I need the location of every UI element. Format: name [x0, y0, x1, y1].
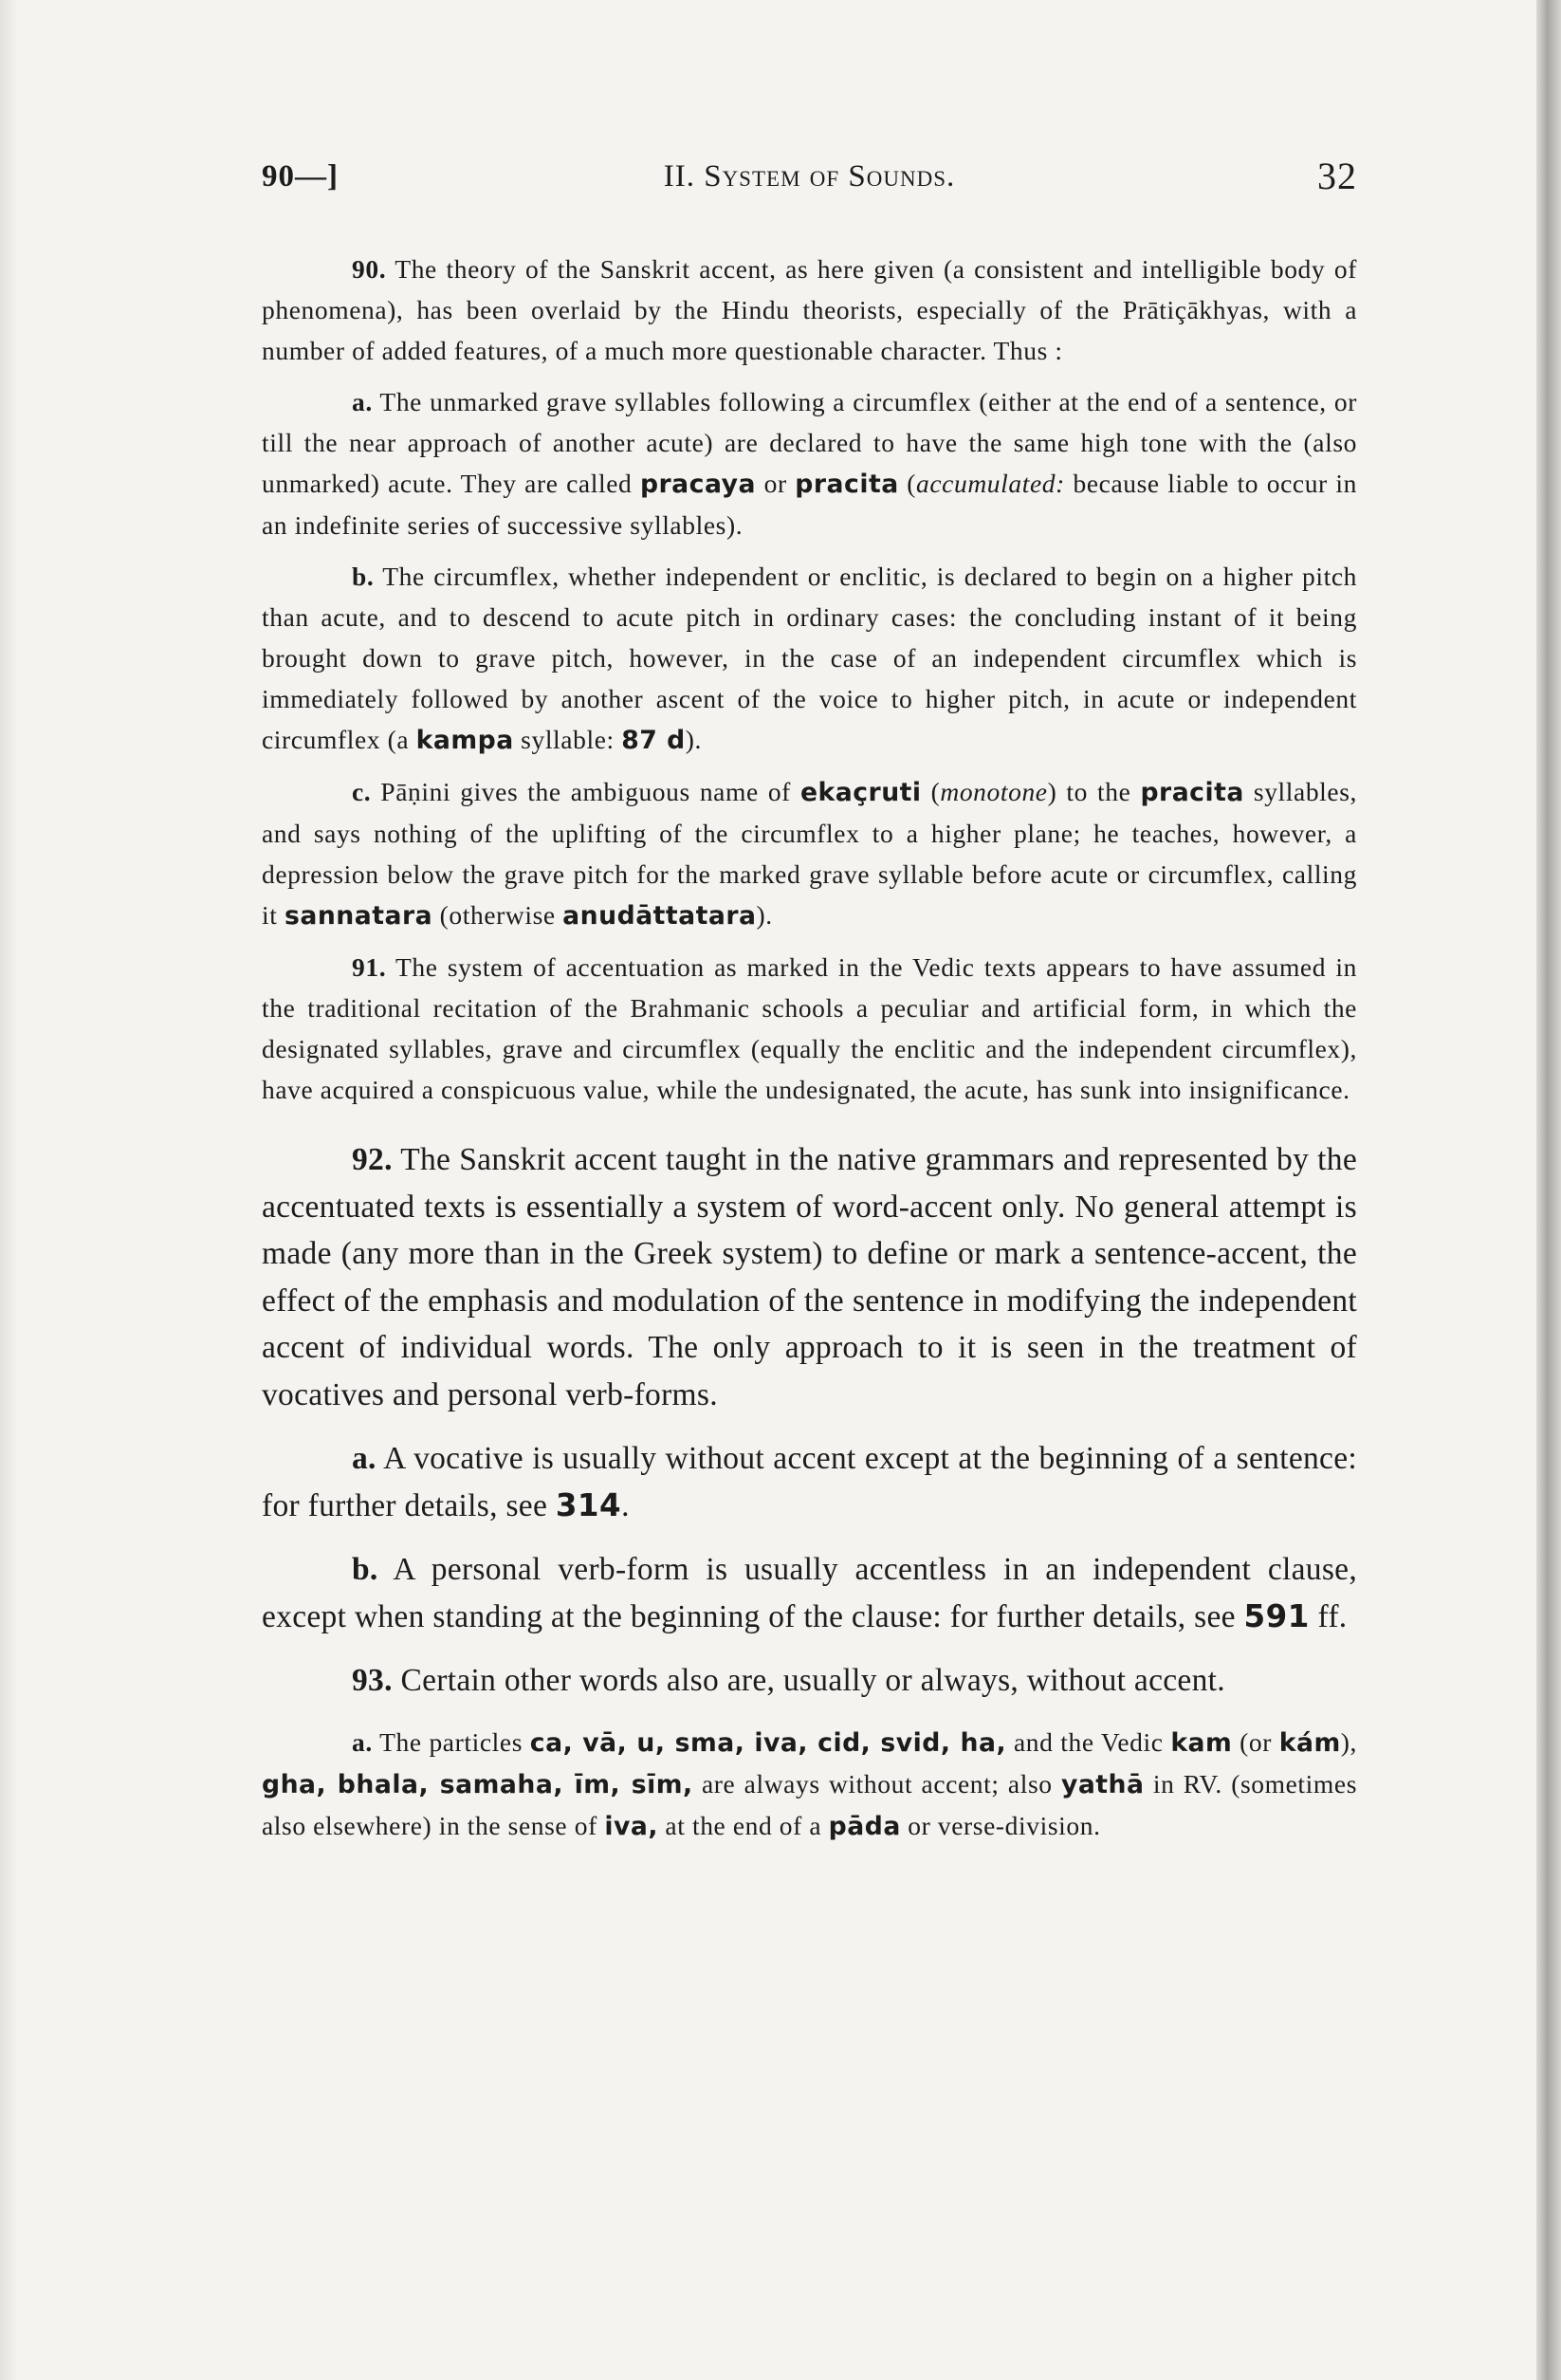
section-range: 90—] [262, 159, 339, 194]
label-93a: a. [352, 1726, 373, 1757]
ref-591: 591 [1243, 1597, 1310, 1634]
term-kam-accented: kám [1278, 1727, 1341, 1758]
text-span: A personal verb-form is usually accentless in an independent clause, except when standing at the beginning of the clause: for further details, see [262, 1552, 1357, 1634]
term-kampa: kampa [415, 726, 514, 755]
text-span: or verse-division. [900, 1810, 1101, 1840]
term-kam: kam [1170, 1727, 1233, 1758]
text-span: The particles [372, 1726, 530, 1757]
section-number-91: 91. [352, 952, 387, 982]
text-span: because liable to occur in an indefinite series of successive syllables). [262, 469, 1357, 540]
paragraph-92-text: The Sanskrit accent taught in the native grammars and represented by the accentuated texts is essentially a system of word-accent only. No general attempt is made (any more than in the Greek system) to define or mark a sentence-accent, the effect of the emphasis and modulation of the sentence in modifying the independent accent of individual words. The only approach to it is seen in the treatment of vocatives and personal verb-forms. [262, 1142, 1357, 1412]
label-92b: b. [352, 1552, 378, 1587]
text-span: A vocative is usually without accent except at the beginning of a sentence: for further details, see [262, 1441, 1357, 1523]
term-pracaya: pracaya [639, 470, 757, 499]
paragraph-91-text: The system of accentuation as marked in the Vedic texts appears to have assumed in the traditional recitation of the Brahmanic schools a peculiar and artificial form, in which the designated syllables, grave and circumflex (equally the enclitic and the independent circumflex), have acquired a conspicuous value, while the undesignated, the acute, has sunk into insignificance. [262, 952, 1357, 1104]
term-pracita: pracita [795, 470, 899, 499]
text-span: in RV. (sometimes also elsewhere) in the sense of [262, 1768, 1357, 1840]
label-90a: a. [352, 387, 373, 416]
text-span: Pāṇini gives the ambiguous name of [371, 777, 800, 806]
particle-list-2: gha, bhala, samaha, īm, sīm, [262, 1769, 693, 1799]
text-span: ( [898, 469, 917, 498]
label-92a: a. [352, 1441, 376, 1476]
text-span: syllables, and says nothing of the uplifting of the circumflex to a higher plane; he teaches, however, a depression below the grave pitch for the marked grave syllable before acute or circumflex, calling it [262, 777, 1357, 930]
term-pada: pāda [828, 1811, 901, 1841]
paragraph-91 [262, 947, 1357, 1110]
paragraph-90a [262, 381, 1357, 545]
text-span: ), [1340, 1726, 1357, 1757]
text-span: (otherwise [432, 900, 563, 930]
text-span: ) to the [1047, 777, 1141, 806]
text-span: . [621, 1487, 630, 1523]
text-span: ). [685, 725, 702, 754]
text-span: The unmarked grave syllables following a circumflex (either at the end of a sentence, or till the near approach of another acute) are declared to have the same high tone with the (also unmarked) acute. They are called [262, 387, 1357, 498]
term-yatha: yathā [1060, 1769, 1145, 1799]
term-iva: iva, [604, 1811, 658, 1841]
paragraph-93-text: Certain other words also are, usually or always, without accent. [392, 1663, 1225, 1698]
text-span: are always without accent; also [692, 1768, 1061, 1799]
term-pracita: pracita [1140, 778, 1244, 807]
term-sannatara: sannatara [284, 901, 433, 931]
label-90c: c. [352, 777, 372, 806]
text-span: or [756, 469, 796, 498]
text-span: ). [756, 900, 773, 930]
ref-87d: 87 d [621, 726, 686, 755]
text-span: (or [1232, 1726, 1279, 1757]
text-span: and the Vedic [1006, 1726, 1171, 1757]
scan-edge-left [0, 0, 17, 2380]
paragraph-92b [262, 1546, 1357, 1640]
term-ekacruti: ekaçruti [799, 778, 922, 807]
paragraph-90-text: The theory of the Sanskrit accent, as here given (a consistent and intelligible body of phenomena), has been overlaid by the Hindu theorists, especially of the Prātiçākhyas, with a number of added features, of a much more questionable character. Thus : [262, 254, 1357, 365]
particle-list: ca, vā, u, sma, iva, cid, svid, ha, [529, 1727, 1007, 1758]
page-number: 32 [1317, 155, 1357, 197]
paragraph-90b [262, 556, 1357, 761]
italic-accumulated: accumulated: [916, 469, 1065, 498]
text-span: The circumflex, whether independent or enclitic, is declared to begin on a higher pitch than acute, and to descend to acute pitch in ordinary cases: the concluding instant of it being brought down to grave pitch, however, in the case of an independent circumflex which is immediately followed by another ascent of the voice to higher pitch, in acute or independent circumflex (a [262, 562, 1357, 754]
running-head [262, 142, 1357, 209]
paragraph-93 [262, 1657, 1357, 1705]
paragraph-93a [262, 1722, 1357, 1847]
label-90b: b. [352, 562, 375, 591]
ref-314: 314 [555, 1486, 622, 1523]
section-number-92: 92. [352, 1142, 393, 1177]
book-page [262, 142, 1357, 1857]
text-span: syllable: [513, 725, 622, 754]
text-span: at the end of a [657, 1810, 829, 1840]
section-number-93: 93. [352, 1663, 393, 1698]
chapter-title: II. System of Sounds. [663, 159, 956, 194]
text-span: ff. [1309, 1598, 1348, 1634]
scan-edge-right [1536, 0, 1561, 2380]
term-anudattatara: anudāttatara [562, 901, 757, 931]
text-span: ( [921, 777, 941, 806]
paragraph-92a [262, 1435, 1357, 1529]
paragraph-92 [262, 1136, 1357, 1418]
italic-monotone: monotone [940, 777, 1048, 806]
paragraph-90c [262, 771, 1357, 936]
section-number-90: 90. [352, 254, 387, 284]
paragraph-90 [262, 249, 1357, 371]
